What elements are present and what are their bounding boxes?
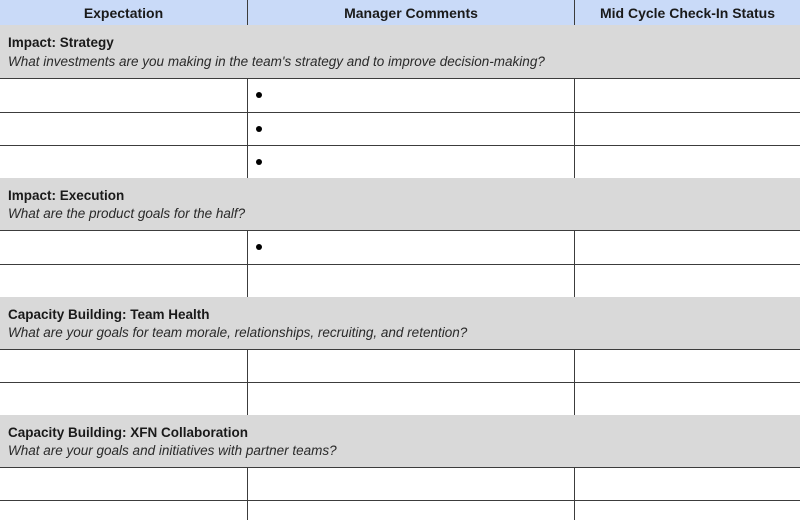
manager-comments-cell[interactable] [248, 145, 575, 178]
header-expectation: Expectation [0, 0, 248, 25]
section-xfn-collaboration [0, 415, 800, 468]
expectation-cell[interactable] [0, 78, 248, 112]
table-row [0, 349, 800, 383]
manager-comments-cell[interactable] [248, 467, 575, 500]
manager-comments-cell[interactable] [248, 230, 575, 264]
section-team-health [0, 297, 800, 350]
table-header [0, 0, 800, 26]
table-row [0, 112, 800, 146]
section-impact-execution [0, 178, 800, 231]
manager-comments-cell[interactable] [248, 382, 575, 415]
bullet-icon [256, 244, 262, 250]
status-cell[interactable] [575, 467, 800, 500]
status-cell[interactable] [575, 382, 800, 415]
section-question: What are your goals for team morale, relationships, recruiting, and retention? [8, 325, 468, 340]
bullet-icon [256, 92, 262, 98]
table-row [0, 467, 800, 501]
section-question: What are your goals and initiatives with partner teams? [8, 443, 337, 458]
status-cell[interactable] [575, 230, 800, 264]
expectation-cell[interactable] [0, 382, 248, 415]
section-title: Impact: Strategy [8, 35, 114, 50]
section-title: Capacity Building: Team Health [8, 307, 210, 322]
section-impact-strategy [0, 25, 800, 79]
expectation-cell[interactable] [0, 264, 248, 297]
manager-comments-cell[interactable] [248, 349, 575, 382]
status-cell[interactable] [575, 145, 800, 178]
manager-comments-cell[interactable] [248, 112, 575, 145]
section-title: Impact: Execution [8, 188, 125, 203]
expectation-cell[interactable] [0, 467, 248, 500]
expectation-cell[interactable] [0, 112, 248, 145]
section-title: Capacity Building: XFN Collaboration [8, 425, 249, 440]
table-row [0, 78, 800, 113]
status-cell[interactable] [575, 264, 800, 297]
header-manager-comments: Manager Comments [248, 0, 575, 25]
expectation-cell[interactable] [0, 230, 248, 264]
table-row [0, 264, 800, 298]
section-question: What investments are you making in the team's strategy and to improve decision-making? [8, 54, 545, 69]
table-row [0, 500, 800, 520]
bullet-icon [256, 159, 262, 165]
expectation-cell[interactable] [0, 349, 248, 382]
expectation-cell[interactable] [0, 145, 248, 178]
manager-comments-cell[interactable] [248, 264, 575, 297]
status-cell[interactable] [575, 112, 800, 145]
status-cell[interactable] [575, 500, 800, 520]
table-row [0, 230, 800, 265]
manager-comments-cell[interactable] [248, 78, 575, 112]
expectation-cell[interactable] [0, 500, 248, 520]
table-row [0, 382, 800, 416]
status-cell[interactable] [575, 78, 800, 112]
manager-comments-cell[interactable] [248, 500, 575, 520]
section-question: What are the product goals for the half? [8, 206, 246, 221]
bullet-icon [256, 126, 262, 132]
table-row [0, 145, 800, 179]
status-cell[interactable] [575, 349, 800, 382]
header-mid-cycle-status: Mid Cycle Check-In Status [599, 4, 776, 21]
